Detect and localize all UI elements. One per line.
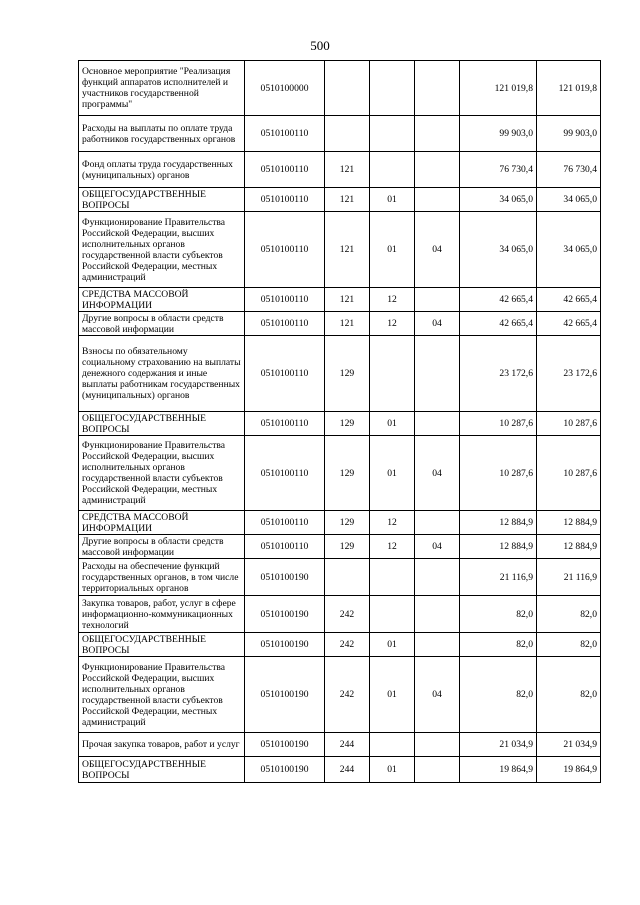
row-sum-2: 82,0 [537, 633, 601, 657]
row-section: 12 [370, 535, 415, 559]
row-sum-2: 12 884,9 [537, 535, 601, 559]
row-section: 01 [370, 188, 415, 212]
row-expense-type: 121 [325, 288, 370, 312]
row-section [370, 559, 415, 596]
row-target-article: 0510100190 [245, 559, 325, 596]
row-expense-type: 121 [325, 152, 370, 188]
table-row [79, 152, 601, 188]
row-subsection: 04 [415, 436, 460, 511]
row-section [370, 116, 415, 152]
row-name: Функционирование Правительства Российской Федерации, высших исполнительных органов государственной власти субъектов Российской Федерации, местных администраций [79, 436, 245, 511]
row-target-article: 0510100110 [245, 212, 325, 288]
row-expense-type: 242 [325, 633, 370, 657]
row-section: 12 [370, 312, 415, 336]
row-target-article: 0510100190 [245, 657, 325, 733]
table-row [79, 559, 601, 596]
table-row [79, 596, 601, 633]
table-row [79, 657, 601, 733]
row-sum-2: 34 065,0 [537, 188, 601, 212]
row-name: Другие вопросы в области средств массовой информации [79, 535, 245, 559]
row-sum-1: 21 116,9 [460, 559, 537, 596]
row-sum-1: 21 034,9 [460, 733, 537, 757]
row-section [370, 61, 415, 116]
row-expense-type: 129 [325, 336, 370, 412]
row-sum-1: 34 065,0 [460, 188, 537, 212]
row-sum-1: 10 287,6 [460, 436, 537, 511]
row-name: Фонд оплаты труда государственных (муниципальных) органов [79, 152, 245, 188]
row-name: Функционирование Правительства Российской Федерации, высших исполнительных органов государственной власти субъектов Российской Федерации, местных администраций [79, 657, 245, 733]
row-target-article: 0510100000 [245, 61, 325, 116]
table-row [79, 733, 601, 757]
row-name: Другие вопросы в области средств массовой информации [79, 312, 245, 336]
table-row [79, 212, 601, 288]
row-subsection [415, 559, 460, 596]
row-section [370, 152, 415, 188]
row-name: СРЕДСТВА МАССОВОЙ ИНФОРМАЦИИ [79, 288, 245, 312]
row-expense-type [325, 116, 370, 152]
row-sum-2: 21 116,9 [537, 559, 601, 596]
row-target-article: 0510100110 [245, 436, 325, 511]
row-section [370, 336, 415, 412]
row-sum-1: 42 665,4 [460, 312, 537, 336]
table-row [79, 535, 601, 559]
row-sum-2: 21 034,9 [537, 733, 601, 757]
row-target-article: 0510100190 [245, 733, 325, 757]
row-name: Взносы по обязательному социальному страхованию на выплаты денежного содержания и иные выплаты работникам государственных (муниципальных) органов [79, 336, 245, 412]
row-sum-1: 12 884,9 [460, 511, 537, 535]
row-sum-2: 82,0 [537, 657, 601, 733]
table-row [79, 288, 601, 312]
row-name: СРЕДСТВА МАССОВОЙ ИНФОРМАЦИИ [79, 511, 245, 535]
row-target-article: 0510100110 [245, 412, 325, 436]
row-sum-1: 99 903,0 [460, 116, 537, 152]
page-number: 500 [310, 38, 330, 53]
row-section: 01 [370, 657, 415, 733]
row-section: 01 [370, 757, 415, 783]
row-name: Расходы на выплаты по оплате труда работников государственных органов [79, 116, 245, 152]
table-row [79, 412, 601, 436]
row-sum-2: 121 019,8 [537, 61, 601, 116]
row-sum-1: 82,0 [460, 633, 537, 657]
row-sum-1: 10 287,6 [460, 412, 537, 436]
row-sum-1: 121 019,8 [460, 61, 537, 116]
row-sum-2: 12 884,9 [537, 511, 601, 535]
row-expense-type: 129 [325, 412, 370, 436]
row-expense-type: 129 [325, 436, 370, 511]
table-row [79, 436, 601, 511]
row-name: ОБЩЕГОСУДАРСТВЕННЫЕ ВОПРОСЫ [79, 757, 245, 783]
row-expense-type [325, 61, 370, 116]
row-target-article: 0510100190 [245, 757, 325, 783]
row-sum-2: 19 864,9 [537, 757, 601, 783]
row-sum-2: 34 065,0 [537, 212, 601, 288]
row-expense-type [325, 559, 370, 596]
table-row [79, 757, 601, 783]
row-subsection: 04 [415, 212, 460, 288]
row-target-article: 0510100110 [245, 511, 325, 535]
row-subsection [415, 757, 460, 783]
row-subsection: 04 [415, 535, 460, 559]
row-subsection: 04 [415, 657, 460, 733]
row-expense-type: 121 [325, 212, 370, 288]
table-row [79, 633, 601, 657]
row-sum-1: 82,0 [460, 596, 537, 633]
row-expense-type: 121 [325, 188, 370, 212]
row-subsection [415, 733, 460, 757]
table-row [79, 116, 601, 152]
row-section: 01 [370, 212, 415, 288]
row-target-article: 0510100110 [245, 116, 325, 152]
row-subsection [415, 188, 460, 212]
row-subsection [415, 412, 460, 436]
row-subsection [415, 152, 460, 188]
row-subsection [415, 596, 460, 633]
row-name: Основное мероприятие "Реализация функций аппаратов исполнителей и участников государственной программы" [79, 61, 245, 116]
row-sum-2: 10 287,6 [537, 436, 601, 511]
row-subsection [415, 336, 460, 412]
row-subsection [415, 61, 460, 116]
row-sum-1: 82,0 [460, 657, 537, 733]
row-sum-1: 12 884,9 [460, 535, 537, 559]
budget-table [78, 60, 601, 783]
row-expense-type: 121 [325, 312, 370, 336]
row-target-article: 0510100190 [245, 633, 325, 657]
row-target-article: 0510100190 [245, 596, 325, 633]
table-row [79, 188, 601, 212]
row-sum-1: 23 172,6 [460, 336, 537, 412]
row-section: 01 [370, 436, 415, 511]
row-expense-type: 242 [325, 596, 370, 633]
row-subsection [415, 288, 460, 312]
row-subsection [415, 511, 460, 535]
row-sum-2: 42 665,4 [537, 288, 601, 312]
table-row [79, 61, 601, 116]
row-sum-1: 76 730,4 [460, 152, 537, 188]
row-name: ОБЩЕГОСУДАРСТВЕННЫЕ ВОПРОСЫ [79, 633, 245, 657]
row-target-article: 0510100110 [245, 188, 325, 212]
row-expense-type: 244 [325, 757, 370, 783]
row-sum-1: 34 065,0 [460, 212, 537, 288]
table-row [79, 312, 601, 336]
row-expense-type: 129 [325, 535, 370, 559]
row-section [370, 733, 415, 757]
row-sum-2: 76 730,4 [537, 152, 601, 188]
row-target-article: 0510100110 [245, 152, 325, 188]
row-section: 01 [370, 633, 415, 657]
row-section: 12 [370, 288, 415, 312]
row-sum-2: 10 287,6 [537, 412, 601, 436]
row-name: ОБЩЕГОСУДАРСТВЕННЫЕ ВОПРОСЫ [79, 188, 245, 212]
row-name: Расходы на обеспечение функций государственных органов, в том числе территориальных органов [79, 559, 245, 596]
row-name: Закупка товаров, работ, услуг в сфере информационно-коммуникационных технологий [79, 596, 245, 633]
row-name: ОБЩЕГОСУДАРСТВЕННЫЕ ВОПРОСЫ [79, 412, 245, 436]
row-target-article: 0510100110 [245, 288, 325, 312]
row-expense-type: 242 [325, 657, 370, 733]
row-expense-type: 129 [325, 511, 370, 535]
table-row [79, 336, 601, 412]
row-subsection [415, 116, 460, 152]
row-sum-2: 99 903,0 [537, 116, 601, 152]
row-name: Функционирование Правительства Российской Федерации, высших исполнительных органов государственной власти субъектов Российской Федерации, местных администраций [79, 212, 245, 288]
row-sum-1: 42 665,4 [460, 288, 537, 312]
row-target-article: 0510100110 [245, 336, 325, 412]
row-subsection [415, 633, 460, 657]
row-sum-2: 82,0 [537, 596, 601, 633]
row-target-article: 0510100110 [245, 535, 325, 559]
row-sum-2: 42 665,4 [537, 312, 601, 336]
row-name: Прочая закупка товаров, работ и услуг [79, 733, 245, 757]
row-sum-1: 19 864,9 [460, 757, 537, 783]
row-target-article: 0510100110 [245, 312, 325, 336]
row-section: 12 [370, 511, 415, 535]
row-sum-2: 23 172,6 [537, 336, 601, 412]
row-subsection: 04 [415, 312, 460, 336]
row-section [370, 596, 415, 633]
table-row [79, 511, 601, 535]
row-section: 01 [370, 412, 415, 436]
row-expense-type: 244 [325, 733, 370, 757]
